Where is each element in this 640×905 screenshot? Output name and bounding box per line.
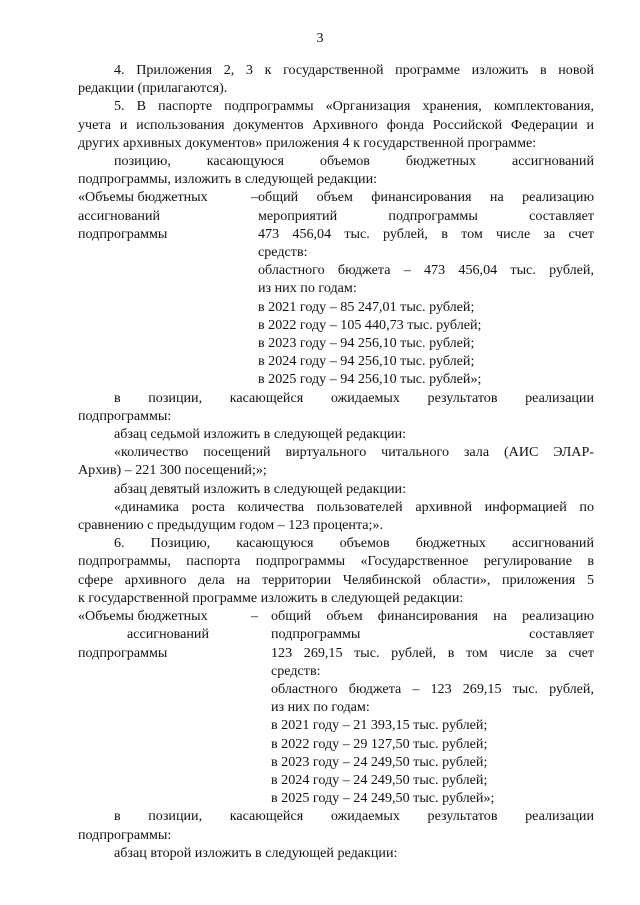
- table2-year-2025: в 2025 году – 24 249,50 тыс. рублей»;: [271, 790, 495, 807]
- results2-line2: подпрограммы:: [78, 826, 172, 843]
- results1-paragraph-nine: абзац девятый изложить в следующей редакции:: [114, 480, 407, 497]
- table2-left-line1: «Объемы бюджетных: [78, 608, 208, 625]
- table1-right-line2: мероприятий подпрограммы составляет: [258, 207, 594, 224]
- document-body: [78, 61, 594, 862]
- page-number: 3: [316, 30, 324, 46]
- table2-dash: –: [250, 608, 258, 625]
- item4-line1: 4. Приложения 2, 3 к государственной программе изложить в новой: [114, 62, 594, 78]
- table2-year-2021: в 2021 году – 21 393,15 тыс. рублей;: [271, 717, 488, 734]
- table1-year-2025: в 2025 году – 94 256,10 тыс. рублей»;: [258, 371, 482, 388]
- results2-line1: в позиции, касающейся ожидаемых результатов реализации: [114, 808, 594, 825]
- table2-left-line3: подпрограммы: [78, 644, 168, 661]
- results2-paragraph-two: абзац второй изложить в следующей редакции:: [114, 844, 398, 861]
- item6-line1: 6. Позицию, касающуюся объемов бюджетных ассигнований: [114, 535, 594, 552]
- table1-year-2024: в 2024 году – 94 256,10 тыс. рублей;: [258, 353, 475, 370]
- budget-table-1-label: [78, 188, 258, 388]
- budget-table-2-label: [78, 607, 258, 807]
- table2-year-2024: в 2024 году – 24 249,50 тыс. рублей;: [271, 771, 488, 788]
- budget-table-1-value: [258, 188, 594, 388]
- table2-left-line2: ассигнований: [126, 626, 210, 643]
- table1-left-line2: ассигнований: [78, 207, 161, 224]
- budget-table-1: [78, 188, 594, 388]
- budget-table-2: [78, 607, 594, 807]
- table1-right-line3: 473 456,04 тыс. рублей, в том числе за счет: [258, 225, 594, 242]
- table1-right-line1: общий объем финансирования на реализацию: [258, 189, 594, 206]
- table1-right-line5: областного бюджета – 473 456,04 тыс. рублей,: [258, 262, 594, 279]
- table1-year-2022: в 2022 году – 105 440,73 тыс. рублей;: [258, 316, 482, 333]
- item6-line2: подпрограммы, паспорта подпрограммы «Государственное регулирование в: [78, 553, 594, 570]
- table1-right-line6: из них по годам:: [258, 280, 357, 297]
- item5-position-line2: подпрограммы, изложить в следующей редакции:: [78, 171, 378, 188]
- budget-table-2-value: [271, 607, 594, 807]
- item6-line4: к государственной программе изложить в следующей редакции:: [78, 589, 464, 606]
- item5-position-line1: позицию, касающуюся объемов бюджетных ассигнований: [114, 153, 594, 170]
- table2-year-2023: в 2023 году – 24 249,50 тыс. рублей;: [271, 753, 488, 770]
- item6-line3: сфере архивного дела на территории Челябинской области», приложения 5: [78, 571, 594, 588]
- results1-line1: в позиции, касающейся ожидаемых результатов реализации: [114, 389, 594, 406]
- table2-right-line6: из них по годам:: [271, 699, 370, 716]
- table2-right-line2: подпрограммы составляет: [271, 626, 594, 643]
- item5-line3: других архивных документов» приложения 4 к государственной программе:: [78, 134, 537, 151]
- table2-right-line4: средств:: [271, 662, 321, 679]
- results1-quote2-line1: «динамика роста количества пользователей архивной информацией по: [114, 498, 594, 515]
- item5-line1: 5. В паспорте подпрограммы «Организация хранения, комплектования,: [114, 98, 594, 115]
- item5-line2: учета и использования документов Архивного фонда Российской Федерации и: [78, 116, 594, 133]
- table1-dash: –: [250, 189, 258, 206]
- table1-year-2021: в 2021 году – 85 247,01 тыс. рублей;: [258, 298, 475, 315]
- results1-quote2-line2: сравнению с предыдущим годом – 123 процента;».: [78, 517, 384, 534]
- results1-quote1-line2: Архив) – 221 300 посещений;»;: [78, 462, 267, 479]
- table2-year-2022: в 2022 году – 29 127,50 тыс. рублей;: [271, 735, 488, 752]
- results1-line2: подпрограммы:: [78, 407, 172, 424]
- results1-paragraph-seven: абзац седьмой изложить в следующей редакции:: [114, 426, 407, 443]
- table1-left-line3: подпрограммы: [78, 225, 168, 242]
- table2-right-line5: областного бюджета – 123 269,15 тыс. рублей,: [271, 680, 594, 697]
- table1-right-line4: средств:: [258, 244, 308, 261]
- table2-right-line1: общий объем финансирования на реализацию: [271, 608, 594, 625]
- item4-line2: редакции (прилагаются).: [78, 80, 228, 97]
- results1-quote1-line1: «количество посещений виртуального читального зала (АИС ЭЛАР-: [114, 444, 594, 461]
- table1-year-2023: в 2023 году – 94 256,10 тыс. рублей;: [258, 335, 475, 352]
- table1-left-line1: «Объемы бюджетных: [78, 189, 208, 206]
- table2-right-line3: 123 269,15 тыс. рублей, в том числе за счет: [271, 644, 594, 661]
